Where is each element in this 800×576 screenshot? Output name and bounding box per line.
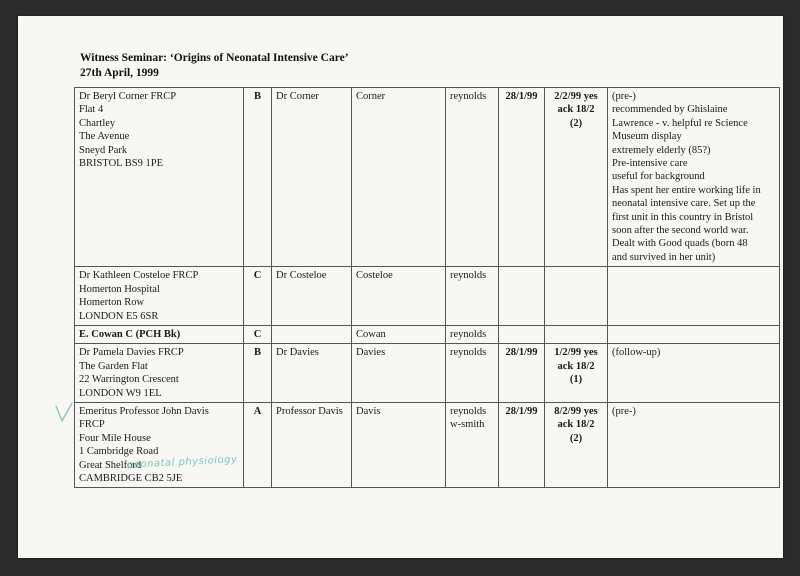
- address-cell: [75, 402, 244, 487]
- reply-cell: [545, 325, 608, 343]
- address-line: Four Mile House: [79, 432, 151, 444]
- reply-line: ack 18/2: [557, 104, 595, 116]
- sent-date-cell: [499, 325, 545, 343]
- note-line: and survived in her unit): [612, 251, 716, 263]
- note-line: recommended by Ghislaine: [612, 104, 728, 116]
- reply-line: 1/2/99 yes: [554, 347, 598, 359]
- handler-line: reynolds: [450, 405, 487, 417]
- sent-date-cell: 28/1/99: [499, 88, 545, 267]
- address-line: BRISTOL BS9 1PE: [79, 158, 164, 170]
- surname-cell: Davies: [352, 344, 446, 403]
- seminar-title: Witness Seminar: ‘Origins of Neonatal Intensive Care’: [80, 52, 349, 64]
- address-line: Dr Pamela Davies FRCP: [79, 347, 184, 359]
- address-line: Great Shelford: [79, 459, 142, 471]
- category-cell: A: [244, 402, 272, 487]
- address-line: Dr Beryl Corner FRCP: [79, 91, 177, 102]
- notes-cell: [608, 267, 780, 326]
- notes-cell: [608, 325, 780, 343]
- address-line: CAMBRIDGE CB2 5JE: [79, 472, 183, 484]
- note-line: soon after the second world war.: [612, 225, 749, 237]
- reply-line: 2/2/99 yes: [554, 91, 598, 102]
- note-line: Dealt with Good quads (born 48: [612, 238, 748, 250]
- handler-cell: [446, 267, 499, 326]
- reply-line: (2): [569, 432, 583, 444]
- surname-cell: Davis: [352, 402, 446, 487]
- address-line: Homerton Row: [79, 297, 145, 309]
- notes-cell: [608, 88, 780, 267]
- table-row: [75, 344, 780, 403]
- handler-cell: [446, 344, 499, 403]
- surname-cell: Costeloe: [352, 267, 446, 326]
- address-cell: [75, 344, 244, 403]
- salutation-cell: [272, 325, 352, 343]
- note-line: (pre-): [612, 405, 636, 417]
- handler-cell: [446, 402, 499, 487]
- notes-cell: [608, 402, 780, 487]
- note-line: first unit in this country in Bristol: [612, 211, 754, 223]
- address-cell: [75, 88, 244, 267]
- table-row: [75, 267, 780, 326]
- address-line: 1 Cambridge Road: [79, 446, 159, 458]
- note-line: Museum display: [612, 131, 682, 143]
- salutation-cell: Dr Corner: [272, 88, 352, 267]
- address-line: Dr Kathleen Costeloe FRCP: [79, 270, 199, 282]
- contacts-table: [74, 87, 780, 488]
- address-line: LONDON E5 6SR: [79, 310, 159, 322]
- address-line: Chartley: [79, 117, 116, 129]
- note-line: (pre-): [612, 91, 636, 102]
- reply-cell: [545, 267, 608, 326]
- sent-date-cell: 28/1/99: [499, 402, 545, 487]
- salutation-cell: Dr Costeloe: [272, 267, 352, 326]
- handwritten-checkmark-icon: [54, 402, 74, 424]
- note-line: extremely elderly (85?): [612, 144, 711, 156]
- address-line: Homerton Hospital: [79, 283, 160, 295]
- seminar-date: 27th April, 1999: [80, 67, 159, 79]
- handler-line: w-smith: [450, 419, 485, 431]
- category-cell: C: [244, 325, 272, 343]
- address-line: FRCP: [79, 419, 105, 431]
- address-line: Flat 4: [79, 104, 104, 116]
- handler-line: reynolds: [450, 328, 487, 340]
- address-line: LONDON W9 1EL: [79, 387, 162, 399]
- surname-cell: Cowan: [352, 325, 446, 343]
- reply-cell: [545, 402, 608, 487]
- sent-date-cell: [499, 267, 545, 326]
- category-cell: B: [244, 344, 272, 403]
- note-line: neonatal intensive care. Set up the: [612, 198, 756, 210]
- address-line: The Garden Flat: [79, 360, 148, 372]
- salutation-cell: Professor Davis: [272, 402, 352, 487]
- address-line: Sneyd Park: [79, 144, 128, 156]
- reply-line: (1): [569, 374, 583, 386]
- table-row: [75, 88, 780, 267]
- address-cell: [75, 267, 244, 326]
- reply-cell: [545, 344, 608, 403]
- table-row: [75, 325, 780, 343]
- reply-cell: [545, 88, 608, 267]
- category-cell: B: [244, 88, 272, 267]
- note-line: useful for background: [612, 171, 705, 183]
- address-line: 22 Warrington Crescent: [79, 374, 179, 386]
- document-header: [80, 51, 349, 81]
- note-line: Pre-intensive care: [612, 158, 688, 170]
- sent-date-cell: 28/1/99: [499, 344, 545, 403]
- notes-cell: [608, 344, 780, 403]
- surname-cell: Corner: [352, 88, 446, 267]
- address-line: The Avenue: [79, 131, 130, 143]
- salutation-cell: Dr Davies: [272, 344, 352, 403]
- handler-cell: [446, 325, 499, 343]
- category-cell: C: [244, 267, 272, 326]
- reply-line: (2): [569, 117, 583, 129]
- table-row: [75, 402, 780, 487]
- handler-line: reynolds: [450, 270, 487, 282]
- handler-line: reynolds: [450, 347, 487, 359]
- address-cell: [75, 325, 244, 343]
- address-line: Emeritus Professor John Davis: [79, 405, 209, 417]
- reply-line: ack 18/2: [557, 419, 595, 431]
- handwritten-note: neonatal physiology: [126, 454, 238, 471]
- note-line: Lawrence - v. helpful re Science: [612, 117, 748, 129]
- handler-line: reynolds: [450, 91, 487, 102]
- address-line: E. Cowan C (PCH Bk): [79, 328, 181, 340]
- note-line: Has spent her entire working life in: [612, 184, 761, 196]
- reply-line: ack 18/2: [557, 360, 595, 372]
- reply-line: 8/2/99 yes: [554, 405, 598, 417]
- note-line: (follow-up): [612, 347, 661, 359]
- handler-cell: [446, 88, 499, 267]
